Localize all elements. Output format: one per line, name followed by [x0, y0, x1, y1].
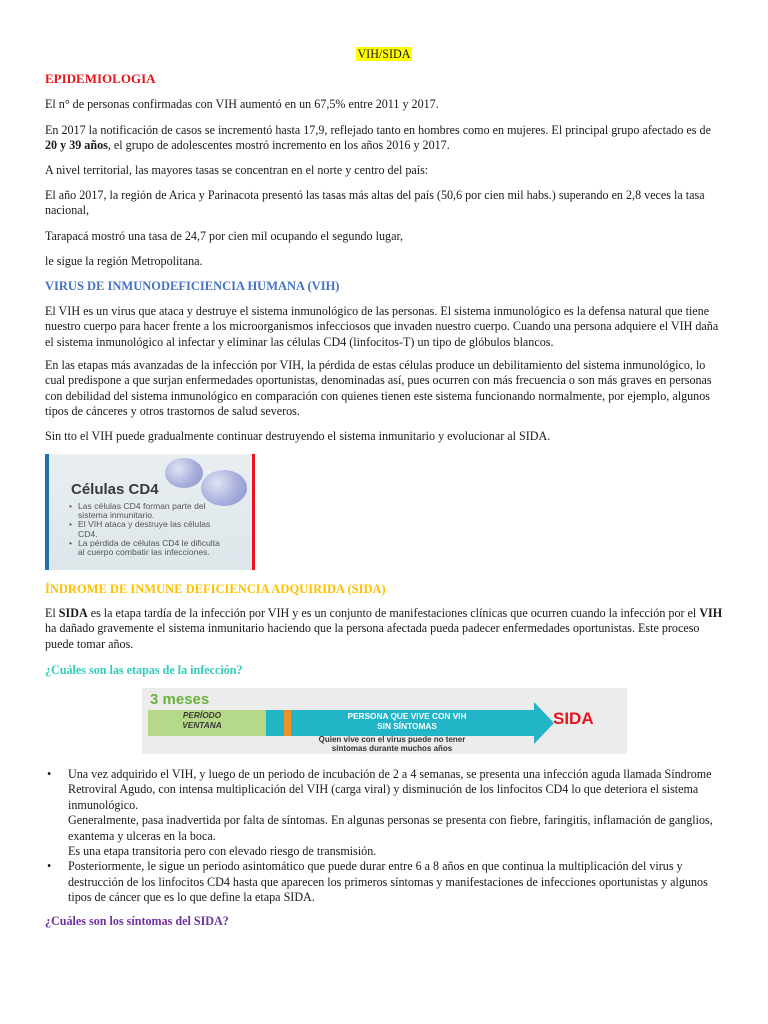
sida-paragraph	[45, 606, 723, 652]
timeline-sida-label: SIDA	[553, 709, 594, 728]
epi-paragraph-4: El año 2017, la región de Arica y Parinacota presentó las tasas más altas del país (50,6 por cien mil habs.) superando en 2,8 veces la tasa nacional,	[45, 188, 705, 218]
cd4-cells-image	[45, 454, 255, 570]
vih-paragraph-1: El VIH es un virus que ataca y destruye el sistema inmunológico de las personas. El sistema inmunológico es la defensa natural que tiene nuestro cuerpo para hacer frente a los microorganismos infecciosos que invaden nuestro cuerpo. Cuando una persona adquiere el VIH daña el sistema inmunológico al infectar y eliminar las células CD4 (linfocitos-T) un tipo de glóbulos blancos.	[45, 304, 719, 349]
epi-p2-text-end: , el grupo de adolescentes mostró incremento en los años 2016 y 2017.	[107, 138, 450, 153]
epi-paragraph-6: le sigue la región Metropolitana.	[45, 254, 203, 268]
list-item	[45, 859, 723, 905]
timeline-quote	[292, 735, 492, 753]
question-sintomas: ¿Cuáles son los síntomas del SIDA?	[45, 914, 229, 928]
list-item	[45, 767, 723, 859]
sida-text: ha dañado gravemente el sistema inmunitario haciendo que la persona afectada pueda padecer enfermedades oportunistas. Este proceso puede tomar años.	[45, 621, 700, 651]
sida-bold: SIDA	[58, 606, 88, 620]
timeline-quote-line: Quien vive con el virus puede no tener	[318, 735, 466, 744]
cd4-image-item: • El VIH ataca y destruye las células CD4.	[69, 520, 227, 538]
sida-text: El	[45, 606, 59, 620]
stages-bullet-list	[45, 767, 723, 906]
bullet-text: • Una vez adquirido el VIH, y luego de un periodo de incubación de 2 a 4 semanas, se presenta una infección aguda llamada Síndrome Retroviral Agudo, con intensa multiplicación del VIH (carga viral) y disminución de los linfocitos CD4 lo que deteriora el sistema inmunológico.	[68, 767, 712, 812]
timeline-person-line: SIN SÍNTOMAS	[377, 721, 437, 731]
epi-p2-bold: 20 y 39 años	[45, 138, 108, 153]
timeline-months-label: 3 meses	[150, 691, 210, 708]
cd4-image-list	[69, 502, 227, 557]
epi-paragraph-3: A nivel territorial, las mayores tasas se concentran en el norte y centro del país:	[45, 163, 429, 177]
timeline-marker	[284, 710, 291, 736]
cd4-cell-graphic	[165, 458, 203, 488]
heading-epidemiologia: EPIDEMIOLOGIA	[45, 71, 156, 86]
epi-paragraph-2	[45, 123, 723, 154]
timeline-window-line: VENTANA	[182, 719, 222, 730]
timeline-person-line: PERSONA QUE VIVE CON VIH	[347, 711, 467, 721]
timeline-person-label	[297, 711, 517, 731]
epi-p2-text: En 2017 la notificación de casos se incrementó hasta 17,9, reflejado tanto en hombres como en mujeres. El principal grupo afectado es de	[45, 123, 711, 137]
sida-text: es la etapa tardía de la infección por VIH y es un conjunto de manifestaciones clínicas que ocurren cuando la infección por el	[87, 606, 700, 620]
timeline-arrow-head-icon	[534, 702, 554, 744]
bullet-text: Es una etapa transitoria pero con elevado riesgo de transmisión.	[68, 844, 377, 859]
timeline-quote-line: síntomas durante muchos años	[331, 744, 453, 753]
bullet-text: Generalmente, pasa inadvertida por falta de síntomas. En algunas personas se presenta con fiebre, faringitis, inflamación de ganglios, exantema y ulceras en la boca.	[68, 813, 713, 843]
cd4-cell-graphic	[201, 470, 247, 506]
infection-timeline-image	[142, 688, 627, 754]
cd4-image-item: • Las células CD4 forman parte del sistema inmunitario.	[69, 502, 227, 520]
title-container	[45, 45, 723, 63]
epi-paragraph-1: El n° de personas confirmadas con VIH aumentó en un 67,5% entre 2011 y 2017.	[45, 97, 439, 111]
cd4-image-title: Células CD4	[71, 481, 159, 498]
vih-paragraph-2: En las etapas más avanzadas de la infección por VIH, la pérdida de estas células produce un debilitamiento del sistema inmunológico, lo cual predispone a que surjan enfermedades oportunistas, denominadas así, pues ocurren con más frecuencia o son más graves en personas con debilidad del sistema inmunológico en comparación con quienes tienen este sistema funcionando normalmente, por ejemplo, algunos tipos de cánceres y otros trastornos de salud severos.	[45, 358, 712, 419]
timeline-window-line: PERÍODO	[182, 710, 222, 720]
timeline-window-label	[162, 711, 242, 730]
question-etapas: ¿Cuáles son las etapas de la infección?	[45, 663, 243, 677]
cd4-image-item: • La pérdida de células CD4 le dificulta al cuerpo combatir las infecciones.	[69, 539, 227, 557]
epi-paragraph-5: Tarapacá mostró una tasa de 24,7 por cien mil ocupando el segundo lugar,	[45, 229, 404, 243]
vih-bold: VIH	[699, 606, 723, 620]
heading-sida: ÍNDROME DE INMUNE DEFICIENCIA ADQUIRIDA (SIDA)	[45, 582, 386, 596]
vih-paragraph-3: Sin tto el VIH puede gradualmente continuar destruyendo el sistema inmunitario y evolucionar al SIDA.	[45, 429, 551, 443]
bullet-text: • Posteriormente, le sigue un periodo asintomático que puede durar entre 6 a 8 años en que continua la multiplicación del virus y destrucción de los linfocitos CD4 hasta que aparecen los primeros síntomas y manifestaciones de infecciones oportunistas y algunos tipos de cáncer que es lo que define la etapa SIDA.	[68, 859, 708, 905]
document-title: VIH/SIDA	[357, 47, 411, 61]
heading-vih: VIRUS DE INMUNODEFICIENCIA HUMANA (VIH)	[45, 279, 340, 293]
